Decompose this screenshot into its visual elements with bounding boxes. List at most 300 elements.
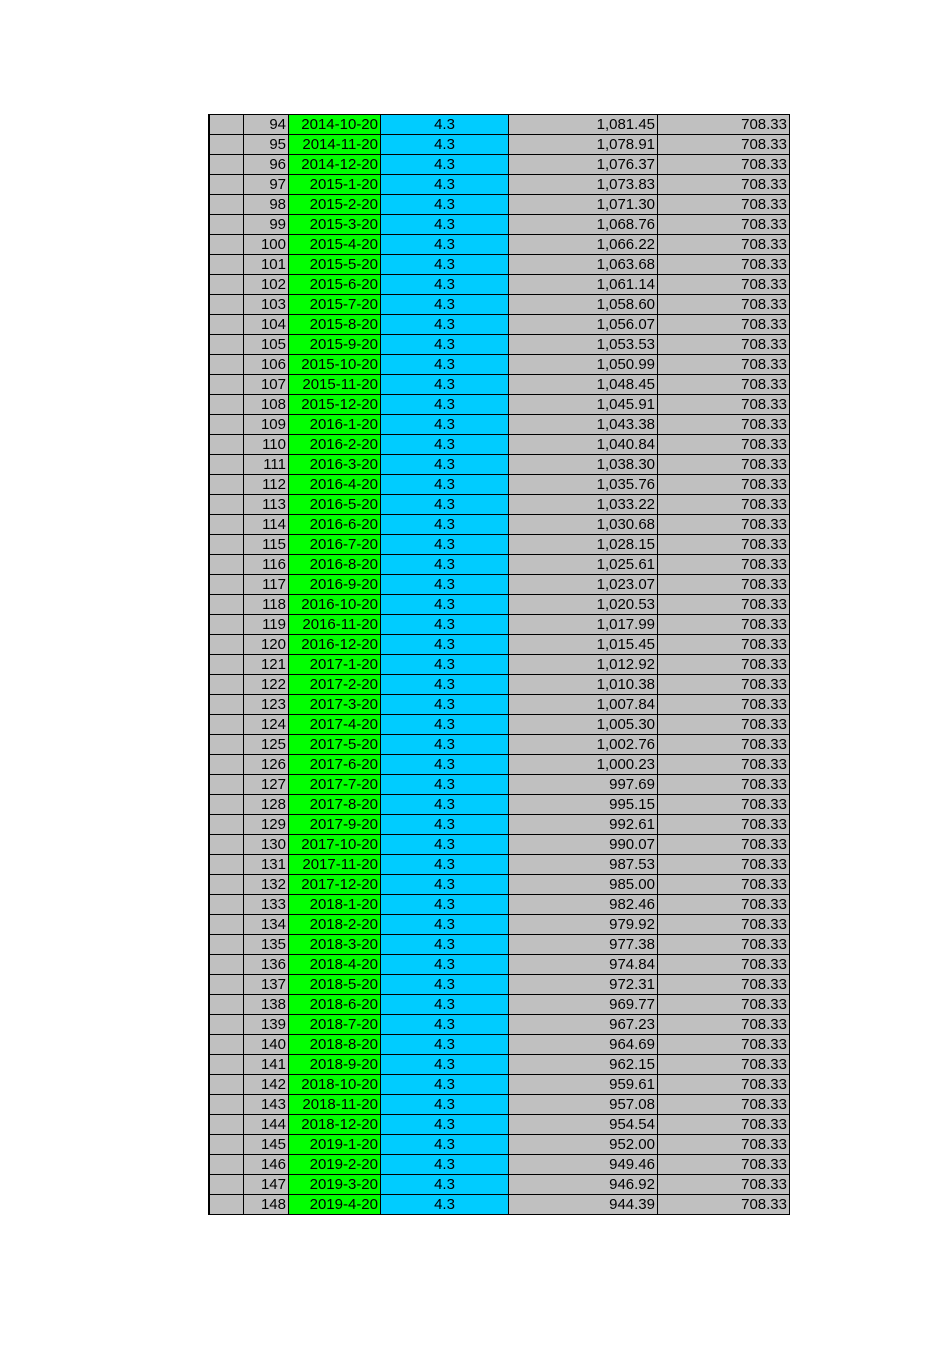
date-cell: 2016-6-20: [289, 515, 381, 535]
date-cell: 2015-2-20: [289, 195, 381, 215]
amount-cell: 997.69: [509, 775, 658, 795]
amount-cell: 992.61: [509, 815, 658, 835]
amount-cell: 957.08: [509, 1095, 658, 1115]
date-cell: 2019-2-20: [289, 1155, 381, 1175]
rate-cell: 4.3: [381, 355, 509, 375]
period-number-cell: 107: [244, 375, 289, 395]
table-row: [209, 555, 790, 575]
payment-cell: 708.33: [658, 1035, 790, 1055]
table-row: [209, 1015, 790, 1035]
date-cell: 2016-5-20: [289, 495, 381, 515]
blank-cell: [209, 555, 244, 575]
period-number-cell: 116: [244, 555, 289, 575]
date-cell: 2014-12-20: [289, 155, 381, 175]
amount-cell: 1,063.68: [509, 255, 658, 275]
payment-cell: 708.33: [658, 1075, 790, 1095]
amount-cell: 1,028.15: [509, 535, 658, 555]
rate-cell: 4.3: [381, 215, 509, 235]
rate-cell: 4.3: [381, 655, 509, 675]
period-number-cell: 110: [244, 435, 289, 455]
rate-cell: 4.3: [381, 235, 509, 255]
date-cell: 2015-1-20: [289, 175, 381, 195]
table-row: [209, 795, 790, 815]
period-number-cell: 98: [244, 195, 289, 215]
table-row: [209, 435, 790, 455]
rate-cell: 4.3: [381, 315, 509, 335]
payment-cell: 708.33: [658, 435, 790, 455]
blank-cell: [209, 175, 244, 195]
blank-cell: [209, 795, 244, 815]
rate-cell: 4.3: [381, 615, 509, 635]
payment-cell: 708.33: [658, 415, 790, 435]
blank-cell: [209, 475, 244, 495]
date-cell: 2017-5-20: [289, 735, 381, 755]
payment-cell: 708.33: [658, 715, 790, 735]
date-cell: 2017-2-20: [289, 675, 381, 695]
payment-cell: 708.33: [658, 1055, 790, 1075]
date-cell: 2015-8-20: [289, 315, 381, 335]
rate-cell: 4.3: [381, 875, 509, 895]
date-cell: 2018-3-20: [289, 935, 381, 955]
payment-cell: 708.33: [658, 335, 790, 355]
period-number-cell: 117: [244, 575, 289, 595]
date-cell: 2015-6-20: [289, 275, 381, 295]
payment-cell: 708.33: [658, 955, 790, 975]
date-cell: 2016-8-20: [289, 555, 381, 575]
blank-cell: [209, 515, 244, 535]
date-cell: 2016-4-20: [289, 475, 381, 495]
rate-cell: 4.3: [381, 995, 509, 1015]
table-row: [209, 775, 790, 795]
table-row: [209, 375, 790, 395]
blank-cell: [209, 635, 244, 655]
blank-cell: [209, 495, 244, 515]
blank-cell: [209, 275, 244, 295]
date-cell: 2015-7-20: [289, 295, 381, 315]
amount-cell: 1,050.99: [509, 355, 658, 375]
amount-cell: 1,043.38: [509, 415, 658, 435]
payment-cell: 708.33: [658, 355, 790, 375]
payment-cell: 708.33: [658, 455, 790, 475]
payment-cell: 708.33: [658, 1015, 790, 1035]
table-row: [209, 1155, 790, 1175]
amount-cell: 977.38: [509, 935, 658, 955]
payment-cell: 708.33: [658, 635, 790, 655]
blank-cell: [209, 1155, 244, 1175]
payment-cell: 708.33: [658, 1175, 790, 1195]
table-row: [209, 855, 790, 875]
rate-cell: 4.3: [381, 955, 509, 975]
blank-cell: [209, 115, 244, 135]
table-row: [209, 755, 790, 775]
date-cell: 2018-6-20: [289, 995, 381, 1015]
amount-cell: 949.46: [509, 1155, 658, 1175]
period-number-cell: 95: [244, 135, 289, 155]
blank-cell: [209, 915, 244, 935]
payment-cell: 708.33: [658, 255, 790, 275]
amount-cell: 946.92: [509, 1175, 658, 1195]
blank-cell: [209, 235, 244, 255]
amount-cell: 952.00: [509, 1135, 658, 1155]
period-number-cell: 132: [244, 875, 289, 895]
payment-cell: 708.33: [658, 615, 790, 635]
period-number-cell: 124: [244, 715, 289, 735]
period-number-cell: 134: [244, 915, 289, 935]
amount-cell: 979.92: [509, 915, 658, 935]
amount-cell: 1,056.07: [509, 315, 658, 335]
period-number-cell: 105: [244, 335, 289, 355]
table-row: [209, 295, 790, 315]
rate-cell: 4.3: [381, 475, 509, 495]
rate-cell: 4.3: [381, 895, 509, 915]
period-number-cell: 112: [244, 475, 289, 495]
rate-cell: 4.3: [381, 635, 509, 655]
date-cell: 2016-11-20: [289, 615, 381, 635]
blank-cell: [209, 695, 244, 715]
table-row: [209, 695, 790, 715]
blank-cell: [209, 615, 244, 635]
payment-cell: 708.33: [658, 735, 790, 755]
blank-cell: [209, 1135, 244, 1155]
blank-cell: [209, 535, 244, 555]
period-number-cell: 106: [244, 355, 289, 375]
rate-cell: 4.3: [381, 595, 509, 615]
blank-cell: [209, 935, 244, 955]
period-number-cell: 119: [244, 615, 289, 635]
date-cell: 2018-9-20: [289, 1055, 381, 1075]
payment-cell: 708.33: [658, 495, 790, 515]
payment-cell: 708.33: [658, 895, 790, 915]
date-cell: 2016-12-20: [289, 635, 381, 655]
amount-cell: 1,017.99: [509, 615, 658, 635]
table-row: [209, 655, 790, 675]
blank-cell: [209, 1055, 244, 1075]
payment-cell: 708.33: [658, 195, 790, 215]
date-cell: 2015-3-20: [289, 215, 381, 235]
rate-cell: 4.3: [381, 495, 509, 515]
period-number-cell: 139: [244, 1015, 289, 1035]
period-number-cell: 125: [244, 735, 289, 755]
table-row: [209, 275, 790, 295]
payment-cell: 708.33: [658, 835, 790, 855]
period-number-cell: 120: [244, 635, 289, 655]
table-row: [209, 155, 790, 175]
rate-cell: 4.3: [381, 675, 509, 695]
date-cell: 2018-7-20: [289, 1015, 381, 1035]
rate-cell: 4.3: [381, 555, 509, 575]
payment-cell: 708.33: [658, 995, 790, 1015]
period-number-cell: 123: [244, 695, 289, 715]
period-number-cell: 111: [244, 455, 289, 475]
rate-cell: 4.3: [381, 855, 509, 875]
rate-cell: 4.3: [381, 755, 509, 775]
payment-cell: 708.33: [658, 815, 790, 835]
payment-cell: 708.33: [658, 115, 790, 135]
period-number-cell: 127: [244, 775, 289, 795]
table-row: [209, 495, 790, 515]
blank-cell: [209, 655, 244, 675]
rate-cell: 4.3: [381, 435, 509, 455]
table-row: [209, 415, 790, 435]
rate-cell: 4.3: [381, 815, 509, 835]
table-row: [209, 815, 790, 835]
rate-cell: 4.3: [381, 135, 509, 155]
amount-cell: 1,025.61: [509, 555, 658, 575]
amount-cell: 1,048.45: [509, 375, 658, 395]
rate-cell: 4.3: [381, 1195, 509, 1215]
table-row: [209, 955, 790, 975]
blank-cell: [209, 595, 244, 615]
payment-cell: 708.33: [658, 515, 790, 535]
rate-cell: 4.3: [381, 275, 509, 295]
period-number-cell: 140: [244, 1035, 289, 1055]
payment-cell: 708.33: [658, 595, 790, 615]
period-number-cell: 115: [244, 535, 289, 555]
period-number-cell: 122: [244, 675, 289, 695]
blank-cell: [209, 295, 244, 315]
amount-cell: 1,000.23: [509, 755, 658, 775]
period-number-cell: 137: [244, 975, 289, 995]
table-row: [209, 215, 790, 235]
table-row: [209, 1055, 790, 1075]
payment-cell: 708.33: [658, 175, 790, 195]
date-cell: 2018-2-20: [289, 915, 381, 935]
rate-cell: 4.3: [381, 1035, 509, 1055]
amount-cell: 969.77: [509, 995, 658, 1015]
amount-cell: 1,023.07: [509, 575, 658, 595]
rate-cell: 4.3: [381, 915, 509, 935]
rate-cell: 4.3: [381, 295, 509, 315]
date-cell: 2018-11-20: [289, 1095, 381, 1115]
table-row: [209, 475, 790, 495]
payment-cell: 708.33: [658, 315, 790, 335]
period-number-cell: 131: [244, 855, 289, 875]
date-cell: 2015-5-20: [289, 255, 381, 275]
amount-cell: 1,068.76: [509, 215, 658, 235]
amount-cell: 974.84: [509, 955, 658, 975]
amount-cell: 995.15: [509, 795, 658, 815]
payment-cell: 708.33: [658, 855, 790, 875]
blank-cell: [209, 135, 244, 155]
amount-cell: 1,015.45: [509, 635, 658, 655]
table-row: [209, 1195, 790, 1215]
amount-cell: 987.53: [509, 855, 658, 875]
amount-cell: 985.00: [509, 875, 658, 895]
date-cell: 2018-10-20: [289, 1075, 381, 1095]
period-number-cell: 142: [244, 1075, 289, 1095]
blank-cell: [209, 855, 244, 875]
period-number-cell: 96: [244, 155, 289, 175]
rate-cell: 4.3: [381, 775, 509, 795]
rate-cell: 4.3: [381, 835, 509, 855]
date-cell: 2017-11-20: [289, 855, 381, 875]
blank-cell: [209, 1075, 244, 1095]
period-number-cell: 145: [244, 1135, 289, 1155]
table-row: [209, 1115, 790, 1135]
period-number-cell: 138: [244, 995, 289, 1015]
date-cell: 2018-1-20: [289, 895, 381, 915]
amount-cell: 1,005.30: [509, 715, 658, 735]
period-number-cell: 103: [244, 295, 289, 315]
payment-cell: 708.33: [658, 675, 790, 695]
payment-cell: 708.33: [658, 1135, 790, 1155]
period-number-cell: 135: [244, 935, 289, 955]
amount-cell: 967.23: [509, 1015, 658, 1035]
period-number-cell: 97: [244, 175, 289, 195]
blank-cell: [209, 875, 244, 895]
amount-cell: 990.07: [509, 835, 658, 855]
table-body: [209, 115, 790, 1215]
blank-cell: [209, 415, 244, 435]
payment-cell: 708.33: [658, 775, 790, 795]
table-row: [209, 455, 790, 475]
table-row: [209, 1095, 790, 1115]
rate-cell: 4.3: [381, 155, 509, 175]
table-row: [209, 1175, 790, 1195]
date-cell: 2016-10-20: [289, 595, 381, 615]
period-number-cell: 148: [244, 1195, 289, 1215]
table-row: [209, 935, 790, 955]
date-cell: 2015-4-20: [289, 235, 381, 255]
table-row: [209, 535, 790, 555]
amount-cell: 1,061.14: [509, 275, 658, 295]
period-number-cell: 133: [244, 895, 289, 915]
blank-cell: [209, 1015, 244, 1035]
amount-cell: 1,066.22: [509, 235, 658, 255]
payment-cell: 708.33: [658, 555, 790, 575]
date-cell: 2017-1-20: [289, 655, 381, 675]
period-number-cell: 113: [244, 495, 289, 515]
amount-cell: 1,081.45: [509, 115, 658, 135]
amount-cell: 1,020.53: [509, 595, 658, 615]
table-row: [209, 715, 790, 735]
date-cell: 2017-6-20: [289, 755, 381, 775]
amount-cell: 1,035.76: [509, 475, 658, 495]
amount-cell: 1,045.91: [509, 395, 658, 415]
table-row: [209, 875, 790, 895]
rate-cell: 4.3: [381, 335, 509, 355]
blank-cell: [209, 575, 244, 595]
period-number-cell: 101: [244, 255, 289, 275]
table-row: [209, 395, 790, 415]
amount-cell: 1,076.37: [509, 155, 658, 175]
blank-cell: [209, 435, 244, 455]
payment-cell: 708.33: [658, 1095, 790, 1115]
repayment-schedule-table: [208, 114, 790, 1215]
period-number-cell: 100: [244, 235, 289, 255]
blank-cell: [209, 775, 244, 795]
payment-cell: 708.33: [658, 215, 790, 235]
date-cell: 2017-9-20: [289, 815, 381, 835]
amount-cell: 1,078.91: [509, 135, 658, 155]
amount-cell: 954.54: [509, 1115, 658, 1135]
date-cell: 2015-9-20: [289, 335, 381, 355]
rate-cell: 4.3: [381, 975, 509, 995]
rate-cell: 4.3: [381, 575, 509, 595]
payment-cell: 708.33: [658, 975, 790, 995]
blank-cell: [209, 1175, 244, 1195]
payment-cell: 708.33: [658, 755, 790, 775]
date-cell: 2017-7-20: [289, 775, 381, 795]
rate-cell: 4.3: [381, 415, 509, 435]
period-number-cell: 99: [244, 215, 289, 235]
payment-cell: 708.33: [658, 915, 790, 935]
period-number-cell: 118: [244, 595, 289, 615]
date-cell: 2015-10-20: [289, 355, 381, 375]
amount-cell: 1,038.30: [509, 455, 658, 475]
period-number-cell: 128: [244, 795, 289, 815]
period-number-cell: 108: [244, 395, 289, 415]
date-cell: 2018-8-20: [289, 1035, 381, 1055]
date-cell: 2014-10-20: [289, 115, 381, 135]
blank-cell: [209, 335, 244, 355]
table-row: [209, 515, 790, 535]
table-row: [209, 335, 790, 355]
table-row: [209, 735, 790, 755]
rate-cell: 4.3: [381, 115, 509, 135]
rate-cell: 4.3: [381, 1015, 509, 1035]
date-cell: 2019-1-20: [289, 1135, 381, 1155]
period-number-cell: 146: [244, 1155, 289, 1175]
payment-cell: 708.33: [658, 535, 790, 555]
table-row: [209, 195, 790, 215]
payment-cell: 708.33: [658, 935, 790, 955]
blank-cell: [209, 1035, 244, 1055]
date-cell: 2017-10-20: [289, 835, 381, 855]
blank-cell: [209, 895, 244, 915]
payment-cell: 708.33: [658, 1115, 790, 1135]
rate-cell: 4.3: [381, 1135, 509, 1155]
table-row: [209, 595, 790, 615]
blank-cell: [209, 755, 244, 775]
rate-cell: 4.3: [381, 1055, 509, 1075]
amount-cell: 944.39: [509, 1195, 658, 1215]
amount-cell: 1,053.53: [509, 335, 658, 355]
blank-cell: [209, 155, 244, 175]
rate-cell: 4.3: [381, 175, 509, 195]
payment-cell: 708.33: [658, 375, 790, 395]
blank-cell: [209, 1115, 244, 1135]
table-row: [209, 1135, 790, 1155]
date-cell: 2015-11-20: [289, 375, 381, 395]
payment-cell: 708.33: [658, 875, 790, 895]
period-number-cell: 121: [244, 655, 289, 675]
table-row: [209, 915, 790, 935]
amount-cell: 1,033.22: [509, 495, 658, 515]
amount-cell: 1,040.84: [509, 435, 658, 455]
date-cell: 2019-4-20: [289, 1195, 381, 1215]
date-cell: 2017-3-20: [289, 695, 381, 715]
period-number-cell: 143: [244, 1095, 289, 1115]
date-cell: 2016-9-20: [289, 575, 381, 595]
rate-cell: 4.3: [381, 735, 509, 755]
rate-cell: 4.3: [381, 195, 509, 215]
table-row: [209, 675, 790, 695]
table-row: [209, 235, 790, 255]
table-row: [209, 895, 790, 915]
amount-cell: 964.69: [509, 1035, 658, 1055]
blank-cell: [209, 735, 244, 755]
amount-cell: 972.31: [509, 975, 658, 995]
date-cell: 2017-4-20: [289, 715, 381, 735]
blank-cell: [209, 815, 244, 835]
table-row: [209, 995, 790, 1015]
rate-cell: 4.3: [381, 1115, 509, 1135]
rate-cell: 4.3: [381, 795, 509, 815]
amount-cell: 1,030.68: [509, 515, 658, 535]
blank-cell: [209, 355, 244, 375]
payment-cell: 708.33: [658, 395, 790, 415]
